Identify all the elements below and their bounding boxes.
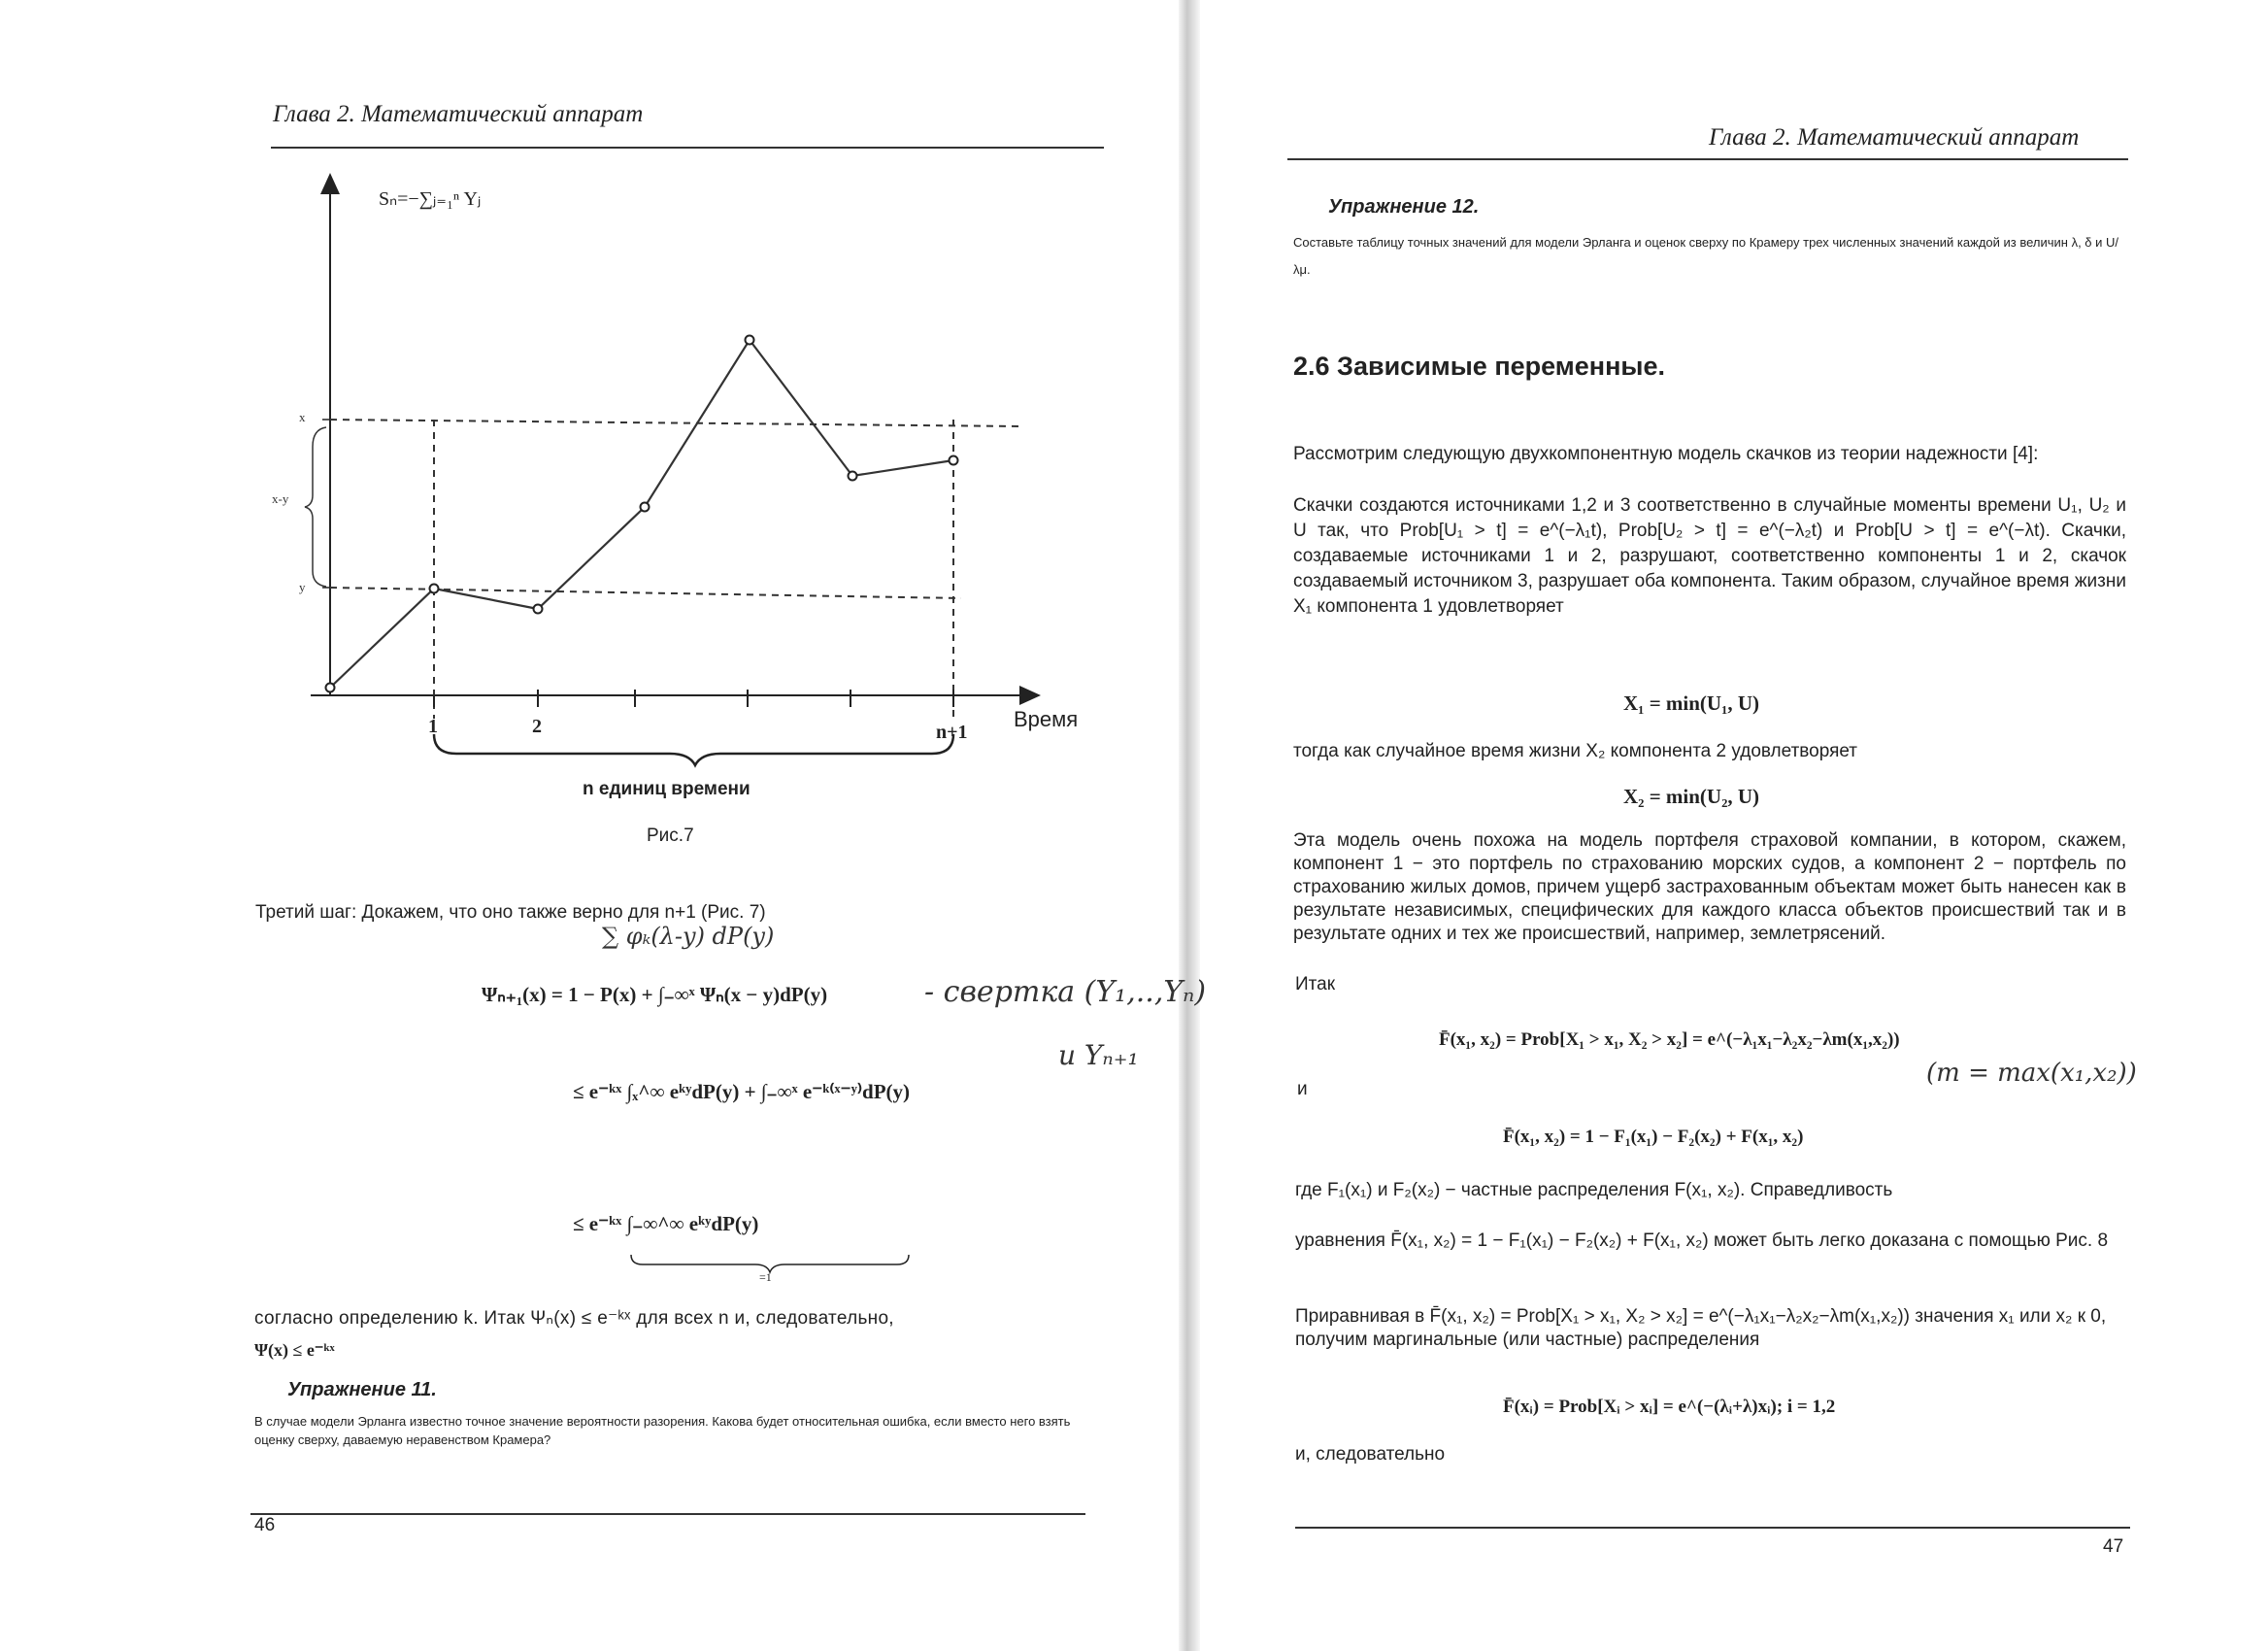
figure-7-plot [262,155,1097,855]
x-minus-y-brace [305,427,326,587]
left-running-header: Глава 2. Математический аппарат [273,101,644,127]
x-tick-1: 1 [428,716,438,737]
y-label-x: x [299,410,306,424]
path-point [430,585,439,593]
exercise-11-text: В случае модели Эрланга известно точное значение вероятности разорения. Какова будет относительная ошибка, если вместо него взять оценку сверху, даваемую неравенством Крамера? [254,1414,1071,1447]
formula-inequality-2: ≤ e⁻ᵏˣ ∫₋∞^∞ eᵏʸdP(y) [573,1212,759,1235]
right-running-header: Глава 2. Математический аппарат [1709,124,2080,151]
formula-survival-joint: F̄(x₁, x₂) = Prob[X₁ > x₁, X₂ > x₂] = e^(−λ₁x₁−λ₂x₂−λm(x₁,x₂)) [1439,1029,1900,1050]
brace-label: n единиц времени [583,779,750,799]
paragraph-3: тогда как случайное время жизни X₂ компонента 2 удовлетворяет [1293,741,1858,761]
itak-word: Итак [1295,974,1336,994]
formula-inequality-1: ≤ e⁻ᵏˣ ∫ₓ^∞ eᵏʸdP(y) + ∫₋∞ˣ e⁻ᵏ⁽ˣ⁻ʸ⁾dP(y) [573,1080,911,1103]
formula-marginal: F̄(xᵢ) = Prob[Xᵢ > xᵢ] = e^(−(λᵢ+λ)xᵢ); i = 1,2 [1503,1397,1836,1417]
and-word: и [1297,1079,1308,1099]
sum-formula: Sₙ=−∑ⱼ₌₁ⁿ Yⱼ [379,188,482,210]
formula-survival-identity: F̄(x₁, x₂) = 1 − F₁(x₁) − F₂(x₂) + F(x₁, x₂) [1503,1127,1804,1147]
paragraph-4: Эта модель очень похожа на модель портфеля страховой компании, в котором, скажем, компонент 1 − это портфель по страхованию морских судов, а компонент 2 − портфель по страхованию жилых домов, причем ущерб застрахованным объектам может быть нанесен как в результате независимых, специфических для каждого класса объектов происшествий так и в результате одних и тех же происшествий, например, землетрясений. [1293,830,2126,944]
handwritten-note-top: ∑ φₖ(λ-y) dP(y) [602,923,775,950]
paragraph-7: Приравнивая в F̄(x₁, x₂) = Prob[X₁ > x₁, X₂ > x₂] = e^(−λ₁x₁−λ₂x₂−λm(x₁,x₂)) значения x₁ или x₂ к 0, получим маргинальные (или частные) распределения [1295,1306,2107,1350]
left-page-number: 46 [254,1515,276,1535]
conclusion-formula: Ψ(x) ≤ e⁻ᵏˣ [254,1340,335,1360]
path-point [950,456,958,465]
paragraph-2: Скачки создаются источниками 1,2 и 3 соответственно в случайные моменты времени U₁, U₂ и U так, что Prob[U₁ > t] = e^(−λ₁t), Prob[U₂ > t] = e^(−λ₂t) и Prob[U > t] = e^(−λt). Скачки, создаваемые источниками 1 и 2, разрушают, соответственно компоненты 1 и 2, скачок создаваемый источником 3, разрушает оба компонента. Таким образом, случайное время жизни X₁ компонента 1 удовлетворяет [1293,495,2126,617]
x-axis-label: Время [1014,707,1079,731]
section-title: 2.6 Зависимые переменные. [1293,352,1665,381]
left-footer-rule [250,1513,1085,1515]
paragraph-6: уравнения F̄(x₁, x₂) = 1 − F₁(x₁) − F₂(x₂) + F(x₁, x₂) может быть легко доказана с помощью Рис. 8 [1295,1230,2109,1251]
third-step-line: Третий шаг: Докажем, что оно также верно для n+1 (Рис. 7) [255,902,766,923]
formula-x2: X₂ = min(U₂, U) [1623,785,1760,808]
formula-x1: X₁ = min(U₁, U) [1623,691,1760,715]
right-footer-rule [1295,1527,2130,1529]
path-point [534,605,543,614]
path-point [641,503,650,512]
y-label-y: y [299,580,306,594]
path-point [326,684,335,692]
path-point [849,472,857,481]
x-tick-nplus1: n+1 [936,722,968,743]
exercise-12-text: Составьте таблицу точных значений для модели Эрланга и оценок сверху по Крамеру трех численных значений каждой из величин λ, δ и U/λμ. [1293,235,2119,277]
n-units-brace [434,734,953,765]
conclusion-line: согласно определению k. Итак Ψₙ(x) ≤ e⁻ᵏˣ для всех n и, следовательно, [254,1308,894,1329]
paragraph-5: где F₁(x₁) и F₂(x₂) − частные распределения F(x₁, x₂). Справедливость [1295,1180,1893,1200]
exercise-12-title: Упражнение 12. [1328,196,1480,218]
book-gutter [1179,0,1200,1651]
handwritten-note-and-y: и Yₙ₊₁ [1058,1039,1139,1071]
handwritten-note-m: (m = max(x₁,x₂)) [1926,1059,2137,1088]
random-walk-path [330,340,953,688]
figure-caption: Рис.7 [647,826,694,846]
left-header-rule [271,147,1104,149]
formula-psi-recursion: Ψₙ₊₁(x) = 1 − P(x) + ∫₋∞ˣ Ψₙ(x − y)dP(y) [482,983,828,1006]
handwritten-note-convolution: - свертка (Y₁,..,Yₙ) [924,975,1207,1009]
paragraph-1: Рассмотрим следующую двухкомпонентную модель скачков из теории надежности [4]: [1293,444,2039,464]
x-tick-2: 2 [532,716,542,737]
path-point [746,336,754,345]
underbrace-label: =1 [759,1270,772,1284]
y-label-x-minus-y: x-y [272,491,289,506]
right-header-rule [1287,158,2128,160]
right-page-number: 47 [2103,1536,2124,1557]
exercise-11-title: Упражнение 11. [287,1379,437,1400]
last-line: и, следовательно [1295,1444,1446,1465]
